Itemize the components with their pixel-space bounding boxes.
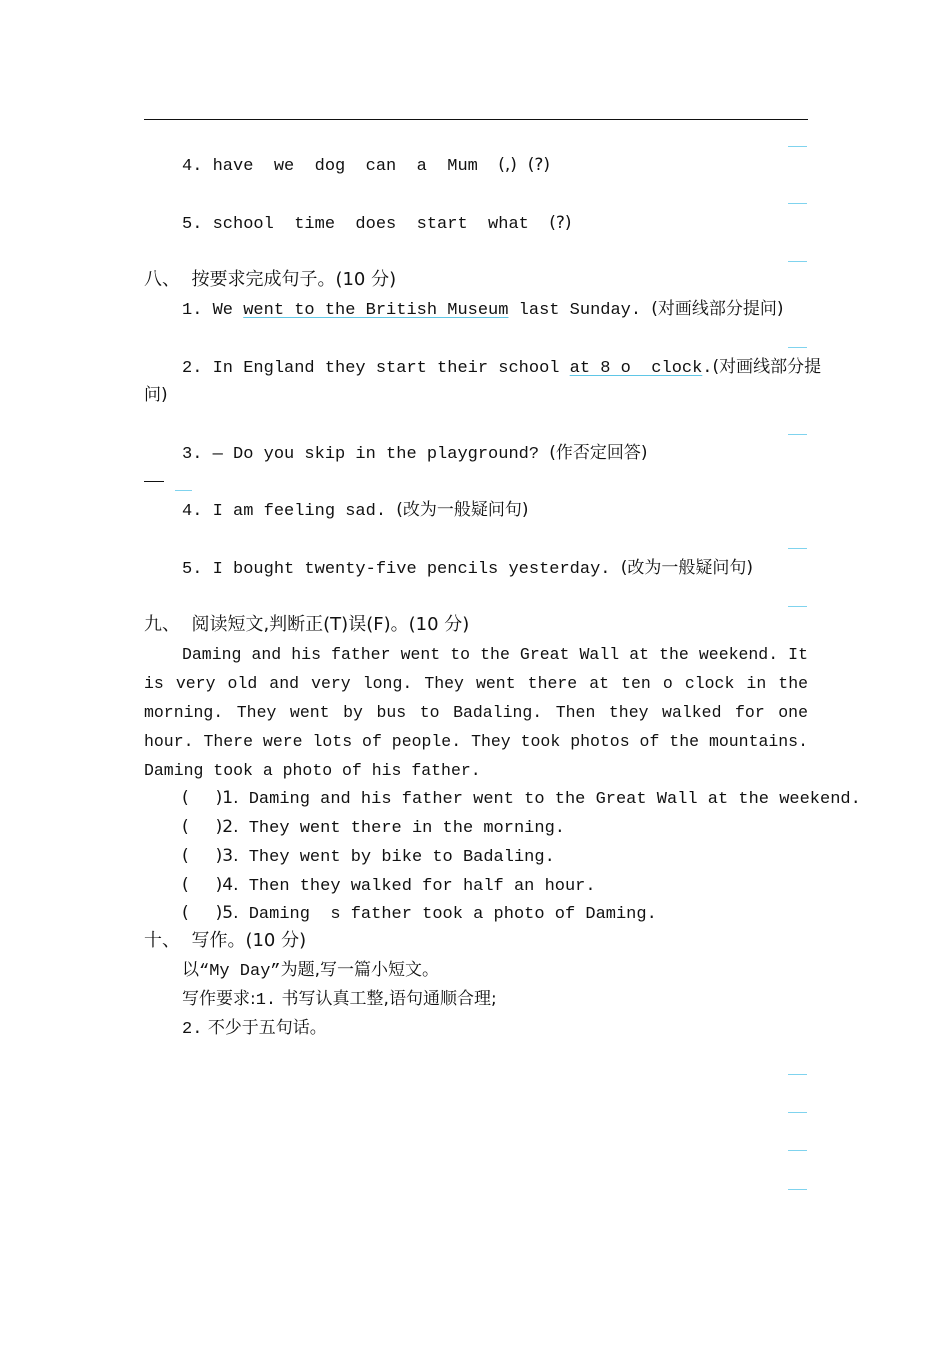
q8-4: 4. I am feeling sad. (改为一般疑问句)	[182, 500, 529, 521]
tf-item-5: ( )5. Daming s father took a photo of Daming.	[182, 903, 657, 924]
answer-line	[175, 490, 192, 491]
q8-2-note-cont: 问)	[144, 385, 168, 405]
tf-item-3: ( )3. They went by bike to Badaling.	[182, 846, 555, 867]
reading-passage: Daming and his father went to the Great Wall at the weekend. It is very old and very long. They went there at ten o clock in the morning. They went by bus to Badaling. Then they walked for one hour. There were lots of people. They took photos of the mountains. Daming took a photo of his father.	[144, 645, 808, 780]
header-rule	[144, 119, 808, 120]
tf-item-2: ( )2. They went there in the morning.	[182, 817, 565, 838]
tf-item-4: ( )4. Then they walked for half an hour.	[182, 875, 596, 896]
answer-line	[788, 1112, 807, 1113]
answer-line	[788, 261, 807, 262]
q8-1: 1. We went to the British Museum last Sunday. (对画线部分提问)	[182, 299, 784, 320]
answer-line	[788, 1074, 807, 1075]
q8-2: 2. In England they start their school at 8 o clock.(对画线部分提	[182, 357, 822, 378]
tf-item-1: ( )1. Daming and his father went to the Great Wall at the weekend.	[182, 788, 861, 809]
answer-line	[788, 606, 807, 607]
q8-3: 3. — Do you skip in the playground? (作否定回答)	[182, 443, 648, 464]
answer-line	[788, 203, 807, 204]
answer-line	[788, 548, 807, 549]
q7-4: 4. have we dog can a Mum (,) (?)	[182, 155, 551, 176]
q7-5: 5. school time does start what (?)	[182, 213, 572, 234]
writing-requirement-1: 写作要求:1. 书写认真工整,语句通顺合理;	[182, 989, 497, 1010]
section10-title: 十、 写作。(10 分)	[144, 930, 307, 951]
section8-title: 八、 按要求完成句子。(10 分)	[144, 269, 397, 290]
answer-line	[788, 347, 807, 348]
answer-line	[788, 1150, 807, 1151]
section9-title: 九、 阅读短文,判断正(T)误(F)。(10 分)	[144, 614, 470, 635]
answer-line	[788, 434, 807, 435]
writing-topic: 以“My Day”为题,写一篇小短文。	[182, 960, 440, 981]
answer-line	[788, 1189, 807, 1190]
q8-5: 5. I bought twenty-five pencils yesterday. (改为一般疑问句)	[182, 558, 753, 579]
answer-line	[788, 146, 807, 147]
writing-requirement-2: 2. 不少于五句话。	[182, 1018, 327, 1039]
answer-dash	[144, 481, 164, 482]
